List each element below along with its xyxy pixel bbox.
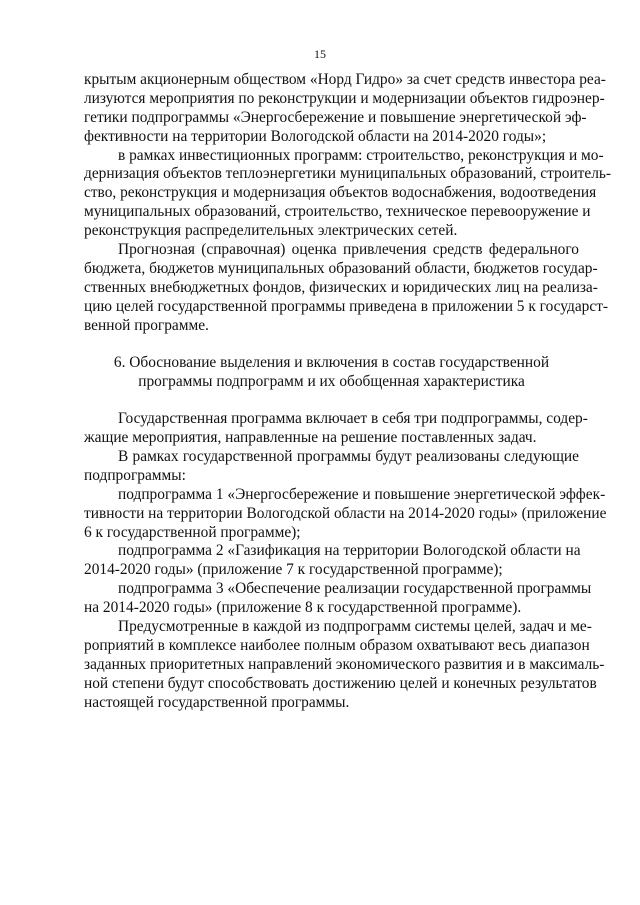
text-line: ственных внебюджетных фондов, физических и юридических лиц на реализа- <box>84 278 598 296</box>
paragraph <box>84 580 592 618</box>
paragraph <box>84 146 612 241</box>
text-line: тивности на территории Вологодской области на 2014-2020 годы» (приложение <box>84 504 607 522</box>
text-line: ной степени будут способствовать достижению целей и конечных результатов <box>84 674 597 692</box>
text-line: роприятий в комплексе наиболее полным образом охватывают весь диапазон <box>84 636 590 654</box>
page-number: 15 <box>314 47 326 61</box>
text-line: Прогнозная (справочная) оценка привлечения средств федерального <box>118 241 579 259</box>
text-line: В рамках государственной программы будут реализованы следующие <box>118 448 579 466</box>
text-line: на 2014-2020 годы» (приложение 8 к государственной программе). <box>84 599 522 617</box>
text-line: цию целей государственной программы приведена в приложении 5 к государст- <box>84 297 609 315</box>
text-line: гетики подпрограммы «Энергосбережение и повышение энергетической эф- <box>84 108 587 126</box>
paragraph-group-bottom <box>84 410 607 712</box>
paragraph <box>84 410 588 448</box>
text-line: Государственная программа включает в себя три подпрограммы, содер- <box>118 410 588 428</box>
text-line: подпрограмма 1 «Энергосбережение и повышение энергетической эффек- <box>118 485 606 503</box>
text-line: подпрограмма 3 «Обеспечение реализации государственной программы <box>118 580 592 598</box>
text-line: венной программе. <box>84 316 209 334</box>
text-line: настоящей государственной программы. <box>84 693 350 711</box>
text-line: подпрограммы: <box>84 466 186 484</box>
text-line: бюджета, бюджетов муниципальных образований области, бюджетов государ- <box>84 259 598 277</box>
text-line: заданных приоритетных направлений экономического развития и в максималь- <box>84 655 605 673</box>
text-line: дернизация объектов теплоэнергетики муниципальных образований, строитель- <box>84 165 612 183</box>
text-line: подпрограмма 2 «Газификация на территории Вологодской области на <box>118 542 581 560</box>
paragraph <box>84 618 605 712</box>
text-line: ство, реконструкция и модернизация объектов водоснабжения, водоотведения <box>84 184 597 202</box>
document-body <box>84 71 612 713</box>
text-line: фективности на территории Вологодской области на 2014-2020 годы»; <box>84 127 547 145</box>
text-line: лизуются мероприятия по реконструкции и модернизации объектов гидроэнер- <box>84 89 605 107</box>
text-line: муниципальных образований, строительство, техническое перевооружение и <box>84 203 591 221</box>
paragraph <box>84 448 579 486</box>
heading-line: программы подпрограмм и их обобщенная характеристика <box>138 373 525 391</box>
paragraph-group-top <box>84 71 612 335</box>
text-line: реконструкция распределительных электрических сетей. <box>84 222 458 240</box>
text-line: 6 к государственной программе); <box>84 523 301 541</box>
paragraph <box>84 542 579 580</box>
text-line: 2014-2020 годы» (приложение 7 к государственной программе); <box>84 561 503 579</box>
text-line: Предусмотренные в каждой из подпрограмм системы целей, задач и ме- <box>118 618 592 636</box>
text-line: в рамках инвестиционных программ: строительство, реконструкция и мо- <box>118 146 604 164</box>
text-line: жащие мероприятия, направленные на решение поставленных задач. <box>84 429 537 447</box>
section-heading <box>84 354 579 392</box>
paragraph <box>84 485 607 543</box>
heading-line: 6. Обоснование выделения и включения в состав государственной <box>113 354 550 372</box>
text-line: крытым акционерным обществом «Норд Гидро» за счет средств инвестора реа- <box>84 71 606 88</box>
paragraph <box>84 241 609 335</box>
paragraph <box>84 71 606 147</box>
